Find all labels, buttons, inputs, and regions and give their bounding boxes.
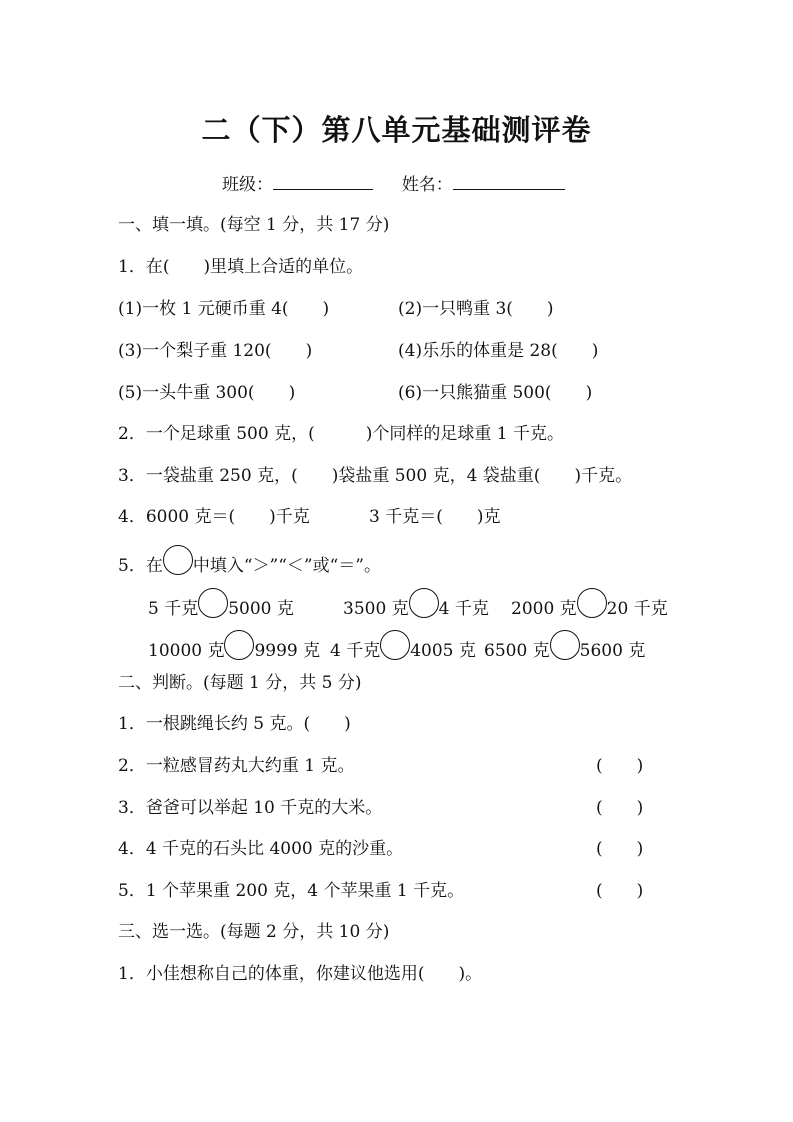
compare-circle[interactable]: [550, 630, 580, 660]
compare-circle[interactable]: [198, 588, 228, 618]
name-label: 姓名：: [401, 175, 453, 195]
compare-circle[interactable]: [409, 588, 439, 618]
compare-left: 4 千克: [330, 641, 381, 661]
q1-stem: 1．在( )里填上合适的单位。: [118, 257, 364, 277]
q1-item: (1)一枚 1 元硬币重 4( ): [118, 299, 330, 319]
judge-item: 2．一粒感冒药丸大约重 1 克。: [118, 756, 355, 776]
name-blank[interactable]: [453, 171, 565, 190]
compare-left: 6500 克: [484, 641, 550, 661]
q1-item: (5)一头牛重 300( ): [118, 383, 296, 403]
compare-left: 10000 克: [148, 641, 225, 661]
q1-item: (6)一只熊猫重 500( ): [398, 383, 593, 403]
q5-stem-before: 5．在: [118, 556, 163, 576]
q1-item: (4)乐乐的体重是 28( ): [398, 341, 599, 361]
choice-q1: 1．小佳想称自己的体重，你建议他选用( )。: [118, 964, 483, 984]
judge-bracket[interactable]: ( ): [596, 881, 644, 901]
judge-item: 5．1 个苹果重 200 克，4 个苹果重 1 千克。: [118, 881, 465, 901]
judge-item: 4．4 千克的石头比 4000 克的沙重。: [118, 839, 404, 859]
section1-heading: 一、填一填。(每空 1 分，共 17 分): [118, 215, 390, 235]
judge-item: 1．一根跳绳长约 5 克。( ): [118, 714, 351, 734]
compare-circle[interactable]: [577, 588, 607, 618]
class-blank[interactable]: [273, 171, 373, 190]
comparison-item: [148, 630, 320, 661]
compare-right: 5600 克: [579, 641, 646, 661]
q5-stem: [118, 545, 381, 576]
compare-circle[interactable]: [224, 630, 254, 660]
q5-stem-after: 中填入“＞”“＜”或“＝”。: [192, 556, 381, 576]
comparison-item: [511, 588, 668, 619]
page-title: 二（下）第八单元基础测评卷: [201, 113, 592, 147]
comparison-item: [343, 588, 489, 619]
compare-right: 5000 克: [228, 599, 294, 619]
judge-bracket[interactable]: ( ): [596, 798, 644, 818]
q2: 2．一个足球重 500 克，( )个同样的足球重 1 千克。: [118, 424, 564, 444]
q4-part-a: 4．6000 克＝( )千克: [118, 507, 310, 527]
student-info: [222, 170, 565, 195]
comparison-item: [330, 630, 476, 661]
compare-circle-example: [163, 545, 193, 575]
comparison-item: [484, 630, 645, 661]
compare-right: 4005 克: [410, 641, 476, 661]
section3-heading: 三、选一选。(每题 2 分，共 10 分): [118, 922, 390, 942]
compare-right: 4 千克: [438, 599, 489, 619]
section2-heading: 二、判断。(每题 1 分，共 5 分): [118, 673, 362, 693]
q1-item: (3)一个梨子重 120( ): [118, 341, 313, 361]
compare-circle[interactable]: [380, 630, 410, 660]
comparison-item: [148, 588, 294, 619]
compare-right: 20 千克: [606, 599, 668, 619]
compare-left: 2000 克: [511, 599, 577, 619]
q4-part-b: 3 千克＝( )克: [369, 507, 501, 527]
compare-left: 3500 克: [343, 599, 409, 619]
compare-left: 5 千克: [148, 599, 199, 619]
compare-right: 9999 克: [254, 641, 321, 661]
judge-bracket[interactable]: ( ): [596, 756, 644, 776]
q1-item: (2)一只鸭重 3( ): [398, 299, 554, 319]
judge-bracket[interactable]: ( ): [596, 839, 644, 859]
q3: 3．一袋盐重 250 克，( )袋盐重 500 克，4 袋盐重( )千克。: [118, 466, 633, 486]
class-label: 班级：: [222, 175, 273, 195]
judge-item: 3．爸爸可以举起 10 千克的大米。: [118, 798, 383, 818]
